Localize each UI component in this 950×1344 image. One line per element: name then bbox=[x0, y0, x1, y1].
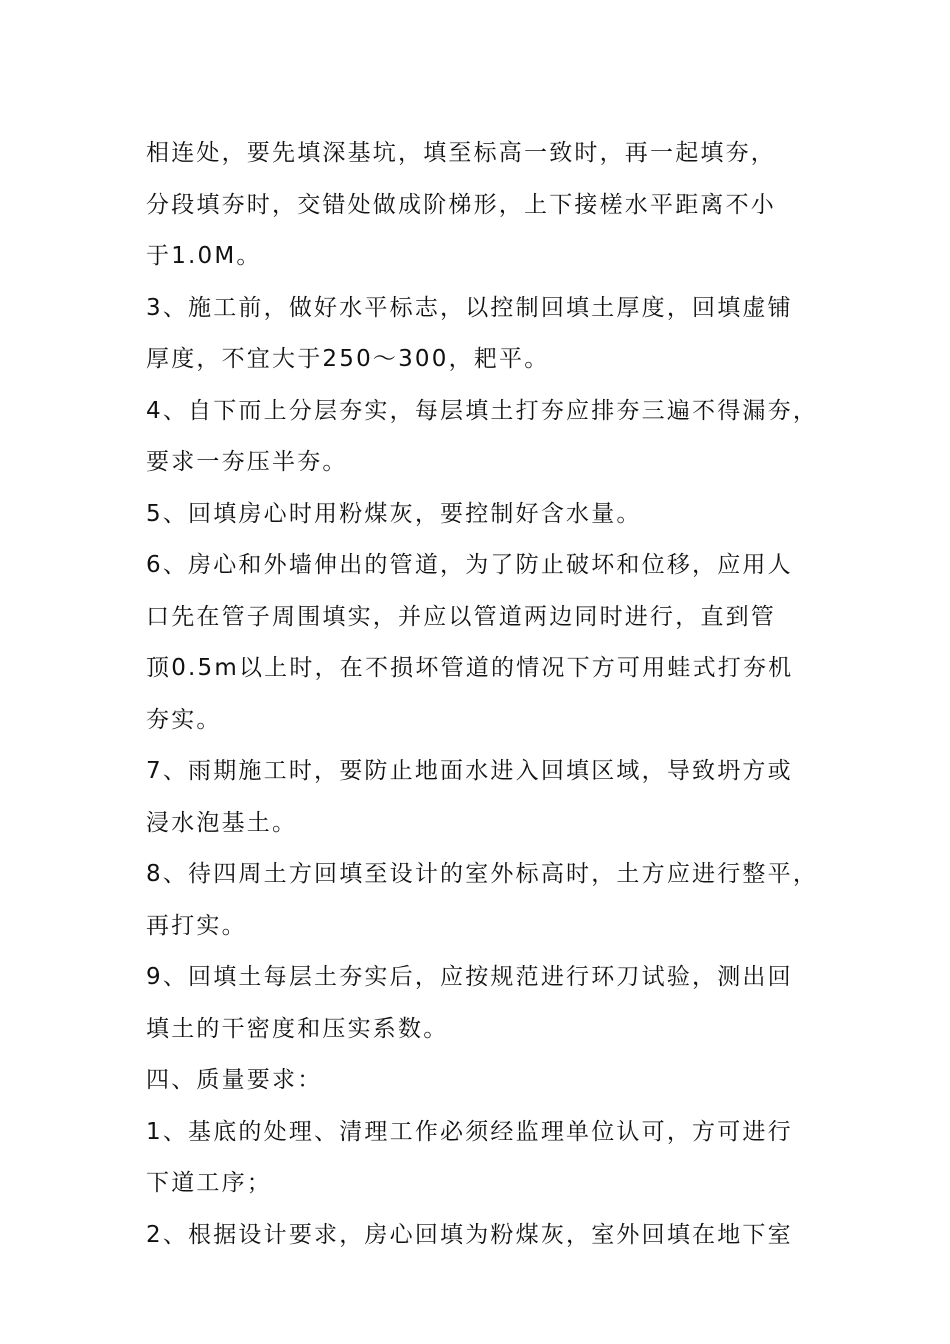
text-line: 分段填夯时，交错处做成阶梯形，上下接槎水平距离不小 bbox=[146, 191, 776, 218]
text-line: 4、自下而上分层夯实，每层填土打夯应排夯三遍不得漏夯， bbox=[146, 397, 819, 424]
text-line: 下道工序； bbox=[146, 1170, 272, 1196]
text-line: 夯实。 bbox=[146, 706, 222, 733]
text-line: 5、回填房心时用粉煤灰，要控制好含水量。 bbox=[146, 500, 642, 527]
text-line: 9、回填土每层土夯实后，应按规范进行环刀试验，测出回 bbox=[146, 964, 793, 990]
text-line: 浸水泡基土。 bbox=[146, 809, 298, 836]
document-body bbox=[146, 128, 826, 1261]
text-line: 1、基底的处理、清理工作必须经监理单位认可，方可进行 bbox=[146, 1118, 793, 1145]
text-line: 厚度，不宜大于250～300，耙平。 bbox=[146, 346, 550, 372]
text-line: 相连处，要先填深基坑，填至标高一致时，再一起填夯， bbox=[146, 140, 776, 166]
text-line: 口先在管子周围填实，并应以管道两边同时进行，直到管 bbox=[146, 603, 776, 630]
text-line: 3、施工前，做好水平标志，以控制回填土厚度，回填虚铺 bbox=[146, 294, 793, 321]
text-line: 7、雨期施工时，要防止地面水进入回填区域，导致坍方或 bbox=[146, 758, 793, 784]
text-line: 再打实。 bbox=[146, 912, 247, 939]
text-line: 要求一夯压半夯。 bbox=[146, 449, 348, 475]
section-heading: 四、质量要求： bbox=[146, 1067, 323, 1093]
text-line: 于1.0M。 bbox=[146, 243, 262, 269]
text-line: 2、根据设计要求，房心回填为粉煤灰，室外回填在地下室 bbox=[146, 1221, 793, 1248]
text-line: 填土的干密度和压实系数。 bbox=[146, 1015, 449, 1042]
text-line: 顶0.5m以上时，在不损坏管道的情况下方可用蛙式打夯机 bbox=[146, 655, 794, 681]
text-line: 6、房心和外墙伸出的管道，为了防止破坏和位移，应用人 bbox=[146, 552, 793, 578]
text-line: 8、待四周土方回填至设计的室外标高时，土方应进行整平， bbox=[146, 861, 819, 887]
